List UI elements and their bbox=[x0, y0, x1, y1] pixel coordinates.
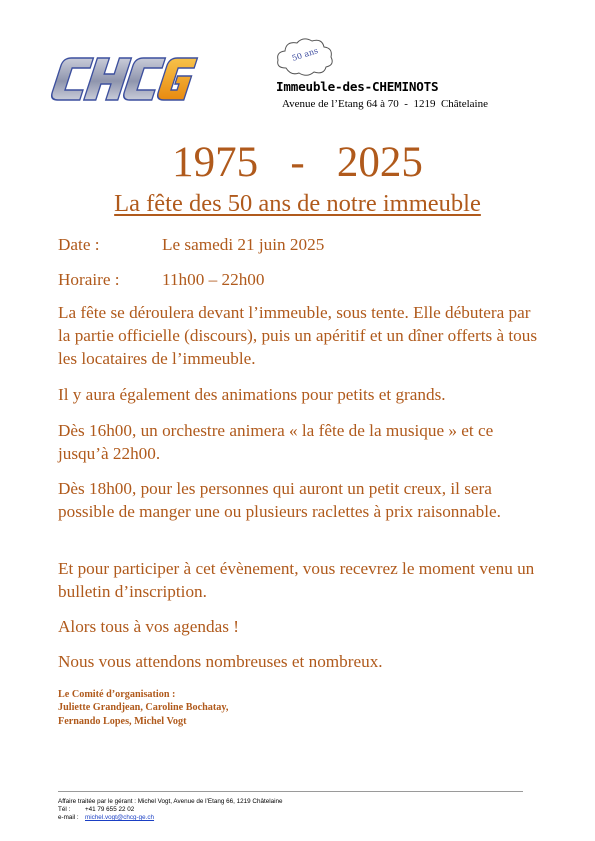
email-label: e-mail : bbox=[58, 814, 79, 822]
footer-email-row bbox=[58, 814, 458, 822]
paragraph-closing: Nous vous attendons nombreuses et nombreux. bbox=[58, 652, 383, 671]
footer bbox=[58, 798, 458, 823]
time-value: 11h00 – 22h00 bbox=[162, 270, 265, 289]
paragraph-agendas: Alors tous à vos agendas ! bbox=[58, 617, 239, 636]
time-label: Horaire : bbox=[58, 270, 120, 289]
email-link[interactable]: michel.vogt@chcg-ge.ch bbox=[85, 814, 155, 822]
paragraph-orchestra: Dès 16h00, un orchestre animera « la fête de la musique » et ce jusqu’à 22h00. bbox=[58, 421, 494, 463]
paragraph-intro: La fête se déroulera devant l’immeuble, sous tente. Elle débutera par la partie officielle (discours), puis un apéritif et un dîner offerts à tous les locataires de l’immeuble. bbox=[58, 303, 538, 368]
committee-block bbox=[58, 688, 358, 728]
footer-handled-by: Affaire traitée par le gérant : Michel Vogt, Avenue de l’Etang 66, 1219 Châtelaine bbox=[58, 798, 283, 805]
committee-names-1: Juliette Grandjean, Caroline Bochatay, bbox=[58, 702, 229, 714]
paragraph-raclette: Dès 18h00, pour les personnes qui auront un petit creux, il sera possible de manger une ou plusieurs raclettes à prix raisonnable. bbox=[58, 479, 501, 521]
paragraph-registration: Et pour participer à cet évènement, vous recevrez le moment venu un bulletin d’inscription. bbox=[58, 559, 535, 601]
years-heading: 1975 - 2025 bbox=[172, 139, 423, 186]
committee-names-2: Fernando Lopes, Michel Vogt bbox=[58, 715, 187, 727]
committee-title: Le Comité d’organisation : bbox=[58, 689, 176, 700]
paragraph-animations: Il y aura également des animations pour petits et grands. bbox=[58, 385, 446, 404]
building-address: Avenue de l’Etang 64 à 70 - 1219 Châtelaine bbox=[282, 98, 488, 110]
phone-label: Tél : bbox=[58, 806, 71, 814]
anniversary-badge-text: 50 ans bbox=[290, 46, 320, 63]
phone-value: +41 79 655 22 02 bbox=[85, 806, 135, 814]
date-value: Le samedi 21 juin 2025 bbox=[162, 235, 325, 254]
event-subtitle-text: La fête des 50 ans de notre immeuble bbox=[114, 190, 481, 217]
building-name: Immeuble-des-CHEMINOTS bbox=[276, 79, 439, 94]
event-subtitle bbox=[0, 190, 595, 218]
date-label: Date : bbox=[58, 235, 100, 254]
footer-phone-row bbox=[58, 806, 458, 814]
chcg-logo bbox=[50, 50, 202, 108]
footer-divider bbox=[58, 791, 523, 792]
